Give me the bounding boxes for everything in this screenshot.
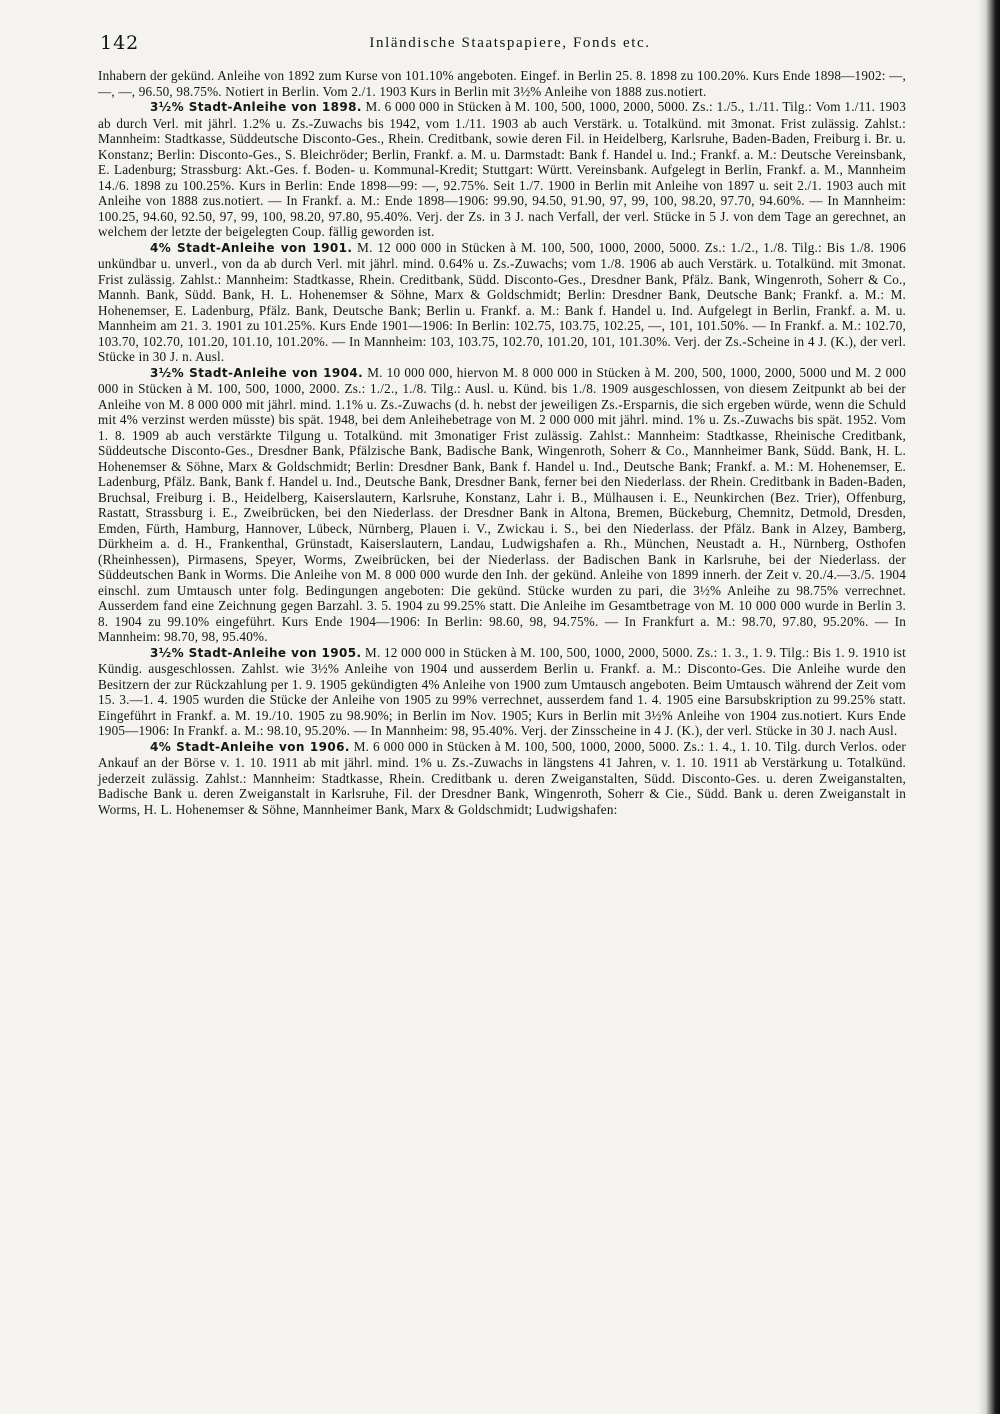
- page-body: [98, 68, 906, 817]
- entry-title: 3½% Stadt-Anleihe von 1905.: [150, 645, 362, 660]
- entry-anleihe-1901: [98, 240, 906, 365]
- entry-anleihe-1906: [98, 739, 906, 818]
- entry-anleihe-1898: [98, 99, 906, 240]
- entry-title: 4% Stadt-Anleihe von 1906.: [150, 739, 350, 754]
- entry-title: 3½% Stadt-Anleihe von 1898.: [150, 100, 362, 114]
- entry-title: 3½% Stadt-Anleihe von 1904.: [150, 365, 364, 380]
- entry-text: M. 6 000 000 in Stücken à M. 100, 500, 1000, 2000, 5000. Zs.: 1. 4., 1. 10. Tilg. durch Verlos. oder Ankauf an der Börse v. 1. 10. 1911 ab mit jährl. mind. 1% u. Zs.-Zuwachs in längstens 41 Jahren, v. 1. 10. 1911 ab Verstärkung u. Totalkünd. jederzeit zulässig. Zahlst.: Mannheim: Stadtkasse, Rhein. Creditbank u. deren Zweiganstalten, Südd. Disconto-Ges. u. deren Zweiganstalten, Badische Bank u. deren Zweiganstalt in Karlsruhe, Fil. der Dresdner Bank, Wingenroth, Soherr & Cie., Südd. Bank u. deren Zweiganstalt in Worms, H. L. Hohenemser & Söhne, Mannheimer Bank, Marx & Goldschmidt; Ludwigshafen:: [98, 738, 906, 817]
- page-number: 142: [100, 32, 140, 54]
- entry-anleihe-1904: [98, 365, 906, 645]
- running-head: Inländische Staatspapiere, Fonds etc.: [369, 35, 651, 51]
- page-header: [100, 32, 920, 58]
- entry-anleihe-1905: [98, 645, 906, 739]
- entry-text: M. 6 000 000 in Stücken à M. 100, 500, 1000, 2000, 5000. Zs.: 1./5., 1./11. Tilg.: Vom 1./11. 1903 ab durch Verl. mit jährl. 1.2% u. Zs.-Zuwachs bis 1942, vom 1./11. 1903 ab auch Verstärk. u. Totalkünd. mit 3monat. Frist zulässig. Zahlst.: Mannheim: Stadtkasse, Süddeutsche Disconto-Ges., Rhein. Creditbank, sowie deren Fil. in Heidelberg, Karlsruhe, Baden-Baden, Freiburg i. Br. u. Konstanz; Berlin: Disconto-Ges., S. Bleichröder; Berlin, Frankf. a. M. u. Darmstadt: Bank f. Handel u. Ind.; Frankf. a. M.: Deutsche Vereinsbank, E. Ladenburg; Strassburg: Akt.-Ges. f. Boden- u. Kommunal-Kredit; Stuttgart: Württ. Vereinsbank. Aufgelegt in Berlin, Frankf. a. M., Mannheim 14./6. 1898 zu 100.25%. Kurs in Berlin: Ende 1898—99: —, 92.75%. Seit 1./7. 1900 in Berlin mit Anleihe von 1897 u. seit 2./1. 1903 auch mit Anleihe von 1888 zus.notiert. — In Frankf. a. M.: Ende 1898—1906: 99.90, 94.50, 91.90, 97, 99, 100, 98.20, 97.70, 94.60%. — In Mannheim: 100.25, 94.60, 92.50, 97, 99, 100, 98.20, 97.80, 95.40%. Verj. der Zs. in 3 J. nach Verfall, der verl. Stücke in 5 J. von dem Tage an gerechnet, an welchem der letzte der beigelegten Coup. fällig geworden ist.: [98, 99, 907, 239]
- entry-text: M. 10 000 000, hiervon M. 8 000 000 in Stücken à M. 200, 500, 1000, 2000, 5000 und M. 2 000 000 in Stücken à M. 100, 500, 1000, 2000. Zs.: 1./2., 1./8. Tilg.: Ausl. u. Künd. bis 1./8. 1909 ausgeschlossen, von diesem Zeitpunkt ab bei der Anleihe von M. 8 000 000 mit jährl. mind. 1.1% u. Zs.-Zuwachs (d. h. nebst der jeweiligen Zs.-Ersparnis, die sich ergeben würde, wenn die Schuld mit 4% verzinst werden müsste) bis spät. 1948, bei dem Anleihebetrage von M. 2 000 000 mit jährl. mind. 1% u. Zs.-Zuwachs bis spät. 1952. Vom 1. 8. 1909 ab auch verstärkte Tilgung u. Totalkünd. mit 3monatiger Frist zulässig. Zahlst.: Mannheim: Stadtkasse, Rheinische Creditbank, Süddeutsche Disconto-Ges., Dresdner Bank, Pfälzische Bank, Badische Bank, Wingenroth, Soherr & Co., Mannheimer Bank, Südd. Bank, H. L. Hohenemser & Söhne, Marx & Goldschmidt; Berlin: Dresdner Bank, Bank f. Handel u. Ind., Deutsche Bank; Frankf. a. M.: M. Hohenemser, E. Ladenburg, Pfälz. Bank, Bank f. Handel u. Ind., Deutsche Bank, Dresdner Bank, ferner bei den Niederlass. der Rhein. Creditbank in Baden-Baden, Bruchsal, Freiburg i. B., Heidelberg, Kaiserslautern, Karlsruhe, Konstanz, Lahr i. B., Mülhausen i. E., Neunkirchen (Bez. Trier), Offenburg, Rastatt, Strassburg i. E., Zweibrücken, bei den Niederlass. der Dresdner Bank in Altona, Bremen, Bückeburg, Chemnitz, Detmold, Dresden, Emden, Fürth, Hamburg, Hannover, Lübeck, Nürnberg, Plauen i. V., Zwickau i. S., bei den Niederlass. der Pfälz. Bank in Alzey, Bamberg, Dürkheim a. d. H., Frankenthal, Grünstadt, Kaiserslautern, Landau, Ludwigshafen a. Rh., München, Neustadt a. H., Nürnberg, Osthofen (Rheinhessen), Pirmasens, Speyer, Worms, Zweibrücken, bei der Niederlass. der Badischen Bank in Karlsruhe, bei der Niederlass. der Süddeutschen Bank in Worms. Die Anleihe von M. 8 000 000 wurde den Inh. der gekünd. Anleihe von 1899 innerh. der Zeit v. 20./4.—3./5. 1904 einschl. zum Umtausch unter folg. Bedingungen angeboten: Die gekünd. Stücke wurden zu pari, die 3½% Anleihe zu 98.75% verrechnet. Ausserdem fand eine Zeichnung gegen Barzahl. 3. 5. 1904 zu 99.25% statt. Die Anleihe im Gesamtbetrage von M. 10 000 000 wurde in Berlin 3. 8. 1904 zu 99.10% eingeführt. Kurs Ende 1904—1906: In Berlin: 98.60, 98, 94.75%. — In Frankfurt a. M.: 98.70, 97.80, 95.20%. — In Mannheim: 98.70, 98, 95.40%.: [98, 364, 907, 644]
- entry-title: 4% Stadt-Anleihe von 1901.: [150, 240, 353, 255]
- entry-text: M. 12 000 000 in Stücken à M. 100, 500, 1000, 2000, 5000. Zs.: 1. 3., 1. 9. Tilg.: Bis 1. 9. 1910 ist Kündig. ausgeschlossen. Zahlst. wie 3½% Anleihe von 1904 und ausserdem Berlin u. Frankf. a. M.: Disconto-Ges. Die Anleihe wurde den Besitzern der zur Rückzahlung per 1. 9. 1905 gekündigten 4% Anleihe von 1900 zum Umtausch angeboten. Beim Umtausch während der Zeit vom 15. 3.—1. 4. 1905 wurden die Stücke der Anleihe von 1905 zu 99% verrechnet, ausserdem fand 1. 4. 1905 eine Barsubskription zu 99.25% statt. Eingeführt in Frankf. a. M. 19./10. 1905 zu 98.90%; in Berlin im Nov. 1905; Kurs in Berlin mit 3½% Anleihe von 1904 zus.notiert. Kurs Ende 1905—1906: In Frankf. a. M.: 98.10, 95.20%. — In Mannheim: 98, 95.40%. Verj. der Zinsscheine in 4 J. (K.), der verl. Stücke in 30 J. nach Ausl.: [98, 644, 907, 738]
- entry-text: M. 12 000 000 in Stücken à M. 100, 500, 1000, 2000, 5000. Zs.: 1./2., 1./8. Tilg.: Bis 1./8. 1906 unkündbar u. unverl., von da ab durch Verl. mit jährl. mind. 0.64% u. Zs.-Zuwachs; vom 1./8. 1906 ab auch Verstärk. u. Totalkünd. mit 3monat. Frist zulässig. Zahlst.: Mannheim: Stadtkasse, Rhein. Creditbank, Südd. Disconto-Ges., Dresdner Bank, Pfälz. Bank, Wingenroth, Soherr & Co., Mannh. Bank, Südd. Bank, H. L. Hohenemser & Söhne, Marx & Goldschmidt; Berlin: Dresdner Bank, Deutsche Bank; Frankf. a. M.: M. Hohenemser, E. Ladenburg, Pfälz. Bank, Deutsche Bank; Berlin u. Frankf. a. M.: Bank f. Handel u. Ind. Aufgelegt in Berlin, Frankf. a. M. u. Mannheim am 21. 3. 1901 zu 101.25%. Kurs Ende 1901—1906: In Berlin: 102.75, 103.75, 102.25, —, 101, 101.50%. — In Frankf. a. M.: 102.70, 103.70, 102.70, 101.20, 101.10, 101.20%. — In Mannheim: 103, 103.75, 102.70, 101.20, 101, 101.30%. Verj. der Zs.-Scheine in 4 J. (K.), der verl. Stücke in 30 J. n. Ausl.: [98, 239, 906, 364]
- paragraph-text: Inhabern der gekünd. Anleihe von 1892 zum Kurse von 101.10% angeboten. Eingef. in Berlin 25. 8. 1898 zu 100.20%. Kurs Ende 1898—1902: —, —, —, 96.50, 98.75%. Notiert in Berlin. Vom 2./1. 1903 Kurs in Berlin mit 3½% Anleihe von 1888 zus.notiert.: [98, 68, 906, 99]
- paragraph-intro: [98, 68, 906, 99]
- scan-edge-shadow: [978, 0, 1000, 1414]
